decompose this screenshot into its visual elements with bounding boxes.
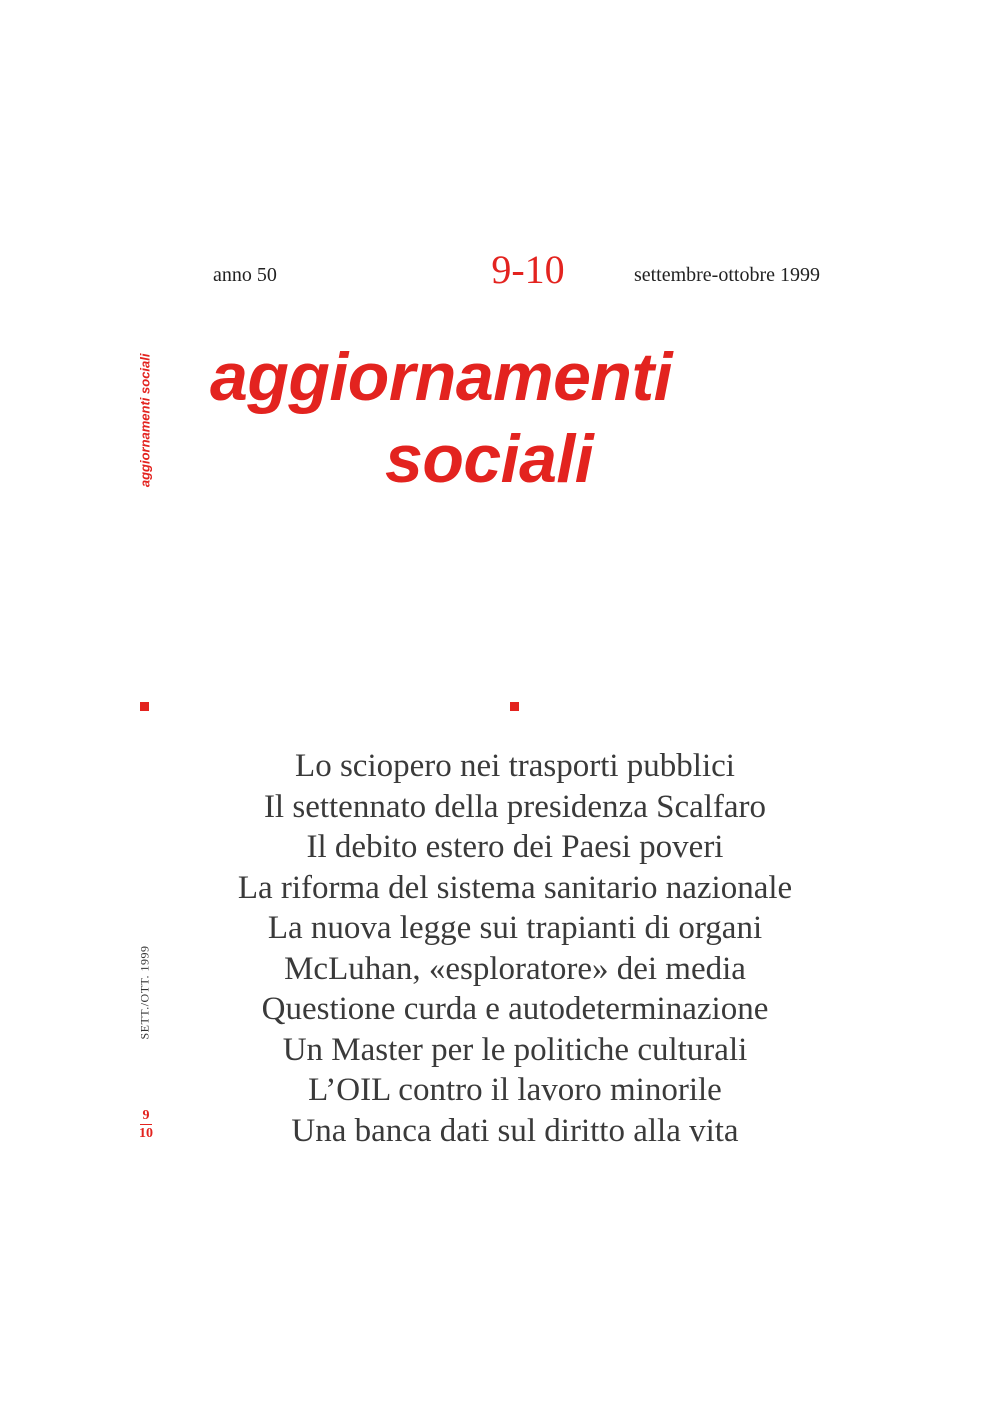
- spine-num-top: 9: [142, 1108, 150, 1123]
- contents-item: McLuhan, «esploratore» dei media: [284, 950, 746, 987]
- spine-issue-number: [136, 1108, 156, 1141]
- contents-item: Un Master per le politiche culturali: [282, 1031, 748, 1068]
- contents-item: Il debito estero dei Paesi poveri: [306, 829, 724, 865]
- masthead-line-2: sociali: [385, 421, 594, 497]
- contents-item: Il settennato della presidenza Scalfaro: [263, 788, 767, 825]
- red-square-marker-left: [140, 702, 149, 711]
- contents-item: La riforma del sistema sanitario nazionale: [237, 869, 793, 906]
- contents-item: Lo sciopero nei trasporti pubblici: [295, 748, 735, 784]
- table-of-contents: [180, 746, 850, 1151]
- volume-year: anno 50: [213, 264, 277, 286]
- issue-number: 9-10: [491, 247, 565, 292]
- spine-title-text: aggiornamenti sociali: [137, 353, 153, 488]
- contents-item: Questione curda e autodeterminazione: [261, 991, 769, 1027]
- masthead-line-1: aggiornamenti: [210, 339, 672, 415]
- contents-item: La nuova legge sui trapianti di organi: [267, 910, 763, 946]
- spine-num-rule: [140, 1124, 152, 1125]
- spine-num-bottom: 10: [139, 1126, 153, 1141]
- red-square-marker-center: [510, 702, 519, 711]
- contents-item: Una banca dati sul diritto alla vita: [291, 1112, 739, 1149]
- issue-date: settembre-ottobre 1999: [633, 264, 820, 286]
- contents-item: L’OIL contro il lavoro minorile: [308, 1072, 722, 1108]
- spine-date-text: SETT./OTT. 1999: [137, 945, 152, 1040]
